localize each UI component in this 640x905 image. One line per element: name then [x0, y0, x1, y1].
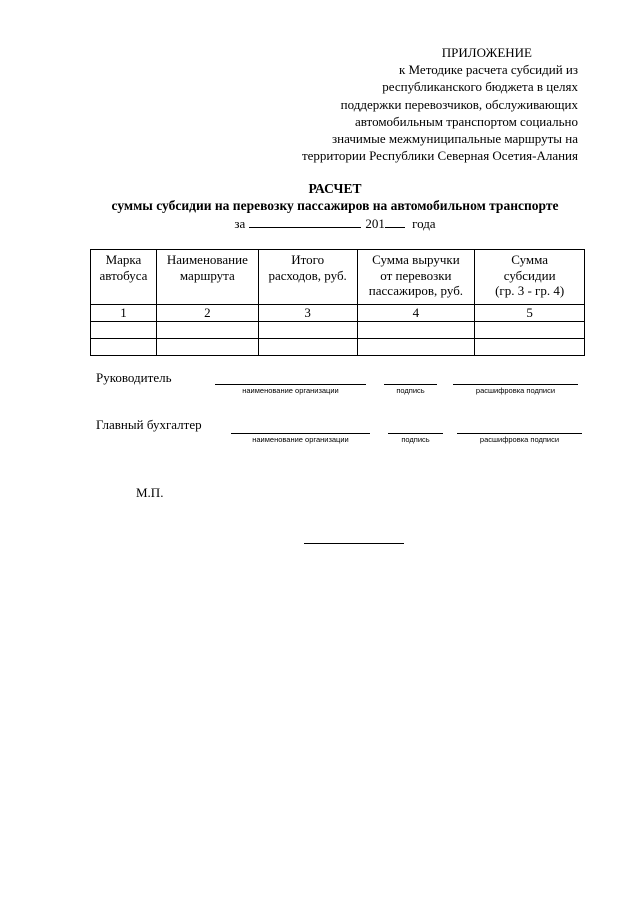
header-text: от перевозки [380, 267, 452, 283]
header-text: субсидии [503, 267, 556, 283]
column-number: 3 [258, 305, 357, 322]
signature-field[interactable]: подпись [388, 433, 443, 444]
header-text: Наименование [166, 252, 248, 267]
table-header-row [91, 250, 585, 305]
header-cell-total-expenses [258, 250, 357, 305]
header-text: Итого [291, 252, 325, 267]
header-text: расходов, руб. [268, 267, 347, 283]
header-cell-revenue [357, 250, 475, 305]
period-prefix: за [234, 216, 246, 231]
column-number: 1 [91, 305, 157, 322]
org-name-field[interactable]: наименование организации [231, 433, 370, 444]
table-cell[interactable] [258, 321, 357, 338]
subsidy-table [90, 249, 585, 356]
table-cell[interactable] [156, 321, 258, 338]
appendix-block [258, 44, 578, 164]
appendix-line: поддержки перевозчиков, обслуживающих [340, 96, 578, 112]
stamp-placeholder: М.П. [136, 485, 164, 500]
column-number: 2 [156, 305, 258, 322]
table-row [91, 338, 585, 355]
table-cell[interactable] [475, 321, 585, 338]
end-divider [304, 543, 404, 544]
header-text: (гр. 3 - гр. 4) [495, 283, 565, 298]
header-text: пассажиров, руб. [368, 283, 464, 298]
header-text: автобуса [99, 267, 148, 283]
appendix-heading: ПРИЛОЖЕНИЕ [441, 45, 532, 60]
period-suffix: года [412, 216, 436, 231]
signature-transcript-field[interactable]: расшифровка подписи [453, 384, 578, 395]
table-cell[interactable] [357, 338, 475, 355]
title-subtitle: суммы субсидии на перевозку пассажиров на автомобильном транспорте [111, 198, 559, 213]
appendix-line: территории Республики Северная Осетия-Алания [301, 148, 578, 164]
table-cell[interactable] [91, 338, 157, 355]
header-text: Сумма выручки [372, 252, 460, 267]
header-cell-bus-brand [91, 250, 157, 305]
header-cell-route-name [156, 250, 258, 305]
table-cell[interactable] [475, 338, 585, 355]
column-number: 4 [357, 305, 475, 322]
period-blank-field [249, 215, 361, 228]
column-number: 5 [475, 305, 585, 322]
director-role-label: Руководитель [96, 370, 172, 385]
appendix-line: значимые межмуниципальные маршруты на [332, 131, 578, 147]
header-cell-subsidy [475, 250, 585, 305]
table-row [91, 321, 585, 338]
table-cell[interactable] [357, 321, 475, 338]
header-text: Марка [105, 252, 142, 267]
document-title [0, 180, 640, 214]
table-cell[interactable] [258, 338, 357, 355]
table-cell[interactable] [91, 321, 157, 338]
header-text: Сумма [511, 252, 549, 267]
year-blank-field [385, 215, 405, 228]
period-year-prefix: 201 [365, 216, 385, 231]
appendix-line: автомобильным транспортом социально [354, 113, 578, 129]
header-text: маршрута [179, 267, 235, 283]
table-cell[interactable] [156, 338, 258, 355]
signature-field[interactable]: подпись [384, 384, 437, 395]
column-number-row [91, 305, 585, 322]
org-name-field[interactable]: наименование организации [215, 384, 366, 395]
signature-transcript-field[interactable]: расшифровка подписи [457, 433, 582, 444]
appendix-line: республиканского бюджета в целях [382, 79, 578, 95]
accountant-role-label: Главный бухгалтер [96, 417, 202, 432]
appendix-line: к Методике расчета субсидий из [398, 62, 578, 78]
period-line [0, 215, 640, 232]
title-main: РАСЧЕТ [308, 181, 362, 196]
